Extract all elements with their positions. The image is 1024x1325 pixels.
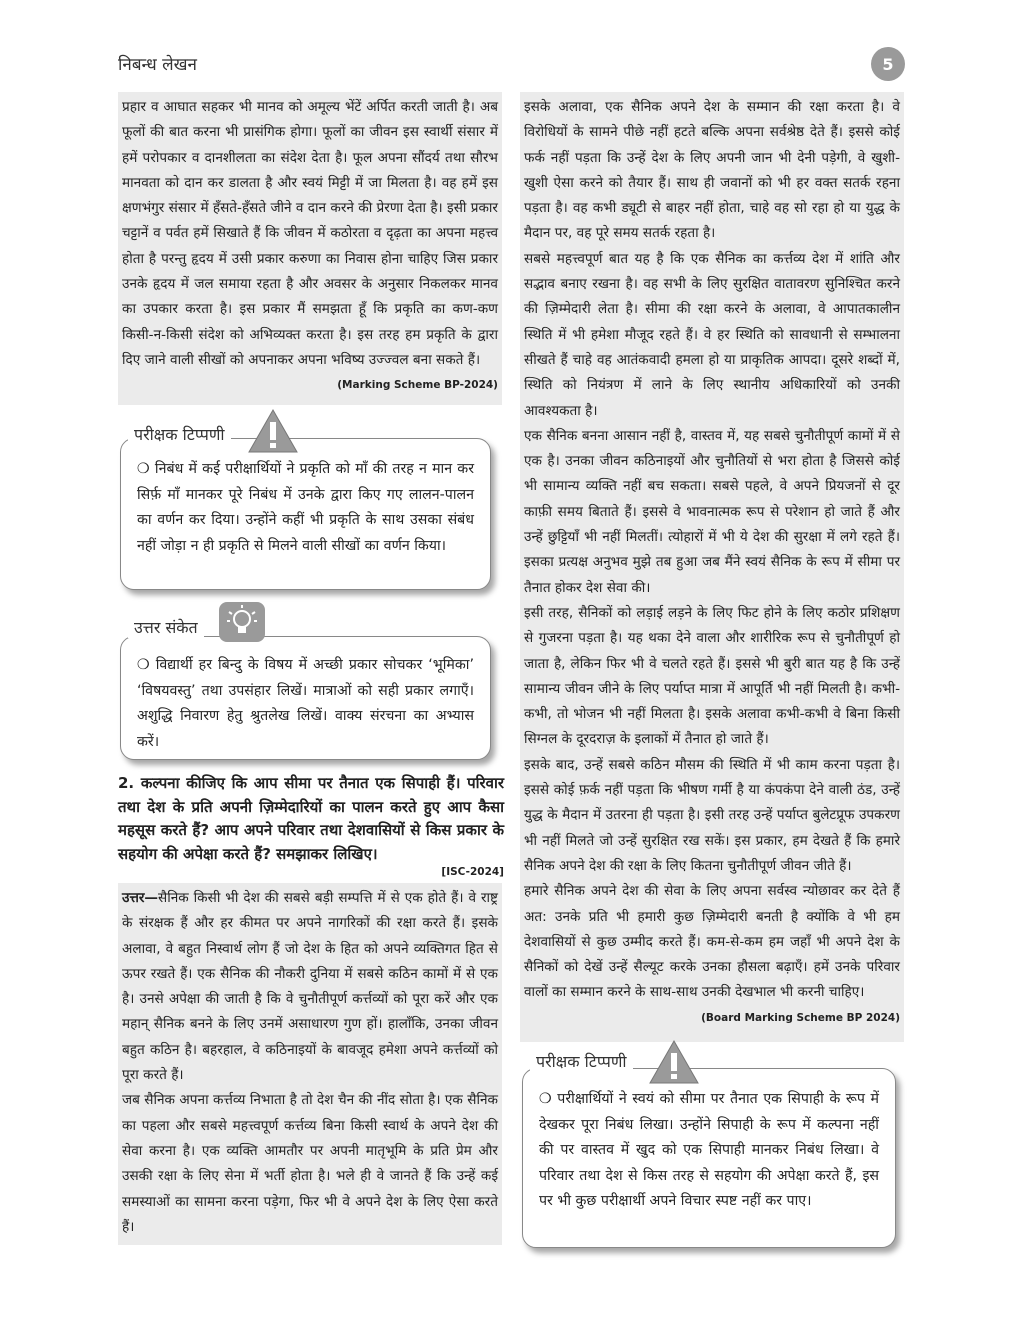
shaded-answer: [118, 883, 502, 1245]
question-text: 2. कल्पना कीजिए कि आप सीमा पर तैनात एक सिपाही हैं। परिवार तथा देश के प्रति अपनी ज़िम्मेदारियों का पालन करते हुए आप कैसा महसूस करते हैं? आप अपने परिवार तथा देशवासियों से किस प्रकार के सहयोग की अपेक्षा करते हैं? समझाकर लिखिए।: [118, 774, 504, 863]
right-column: [520, 92, 904, 1042]
answer-paragraph-1: सैनिक किसी भी देश की सबसे बड़ी सम्पत्ति में से एक होते हैं। वे राष्ट्र के संरक्षक हैं और हर कीमत पर अपने नागरिकों की रक्षा करते हैं। इसके अलावा, वे बहुत निस्वार्थ लोग हैं जो देश के हित को अपने व्यक्तिगत हित से ऊपर रखते हैं। एक सैनिक की नौकरी दुनिया में सबसे कठिन कामों में से एक है। उनसे अपेक्षा की जाती है कि वे चुनौतीपूर्ण कर्त्तव्यों को पूरा करें और एक महान् सैनिक बनने के लिए उनमें असाधारण गुण हों। हालाँकि, उनका जीवन बहुत कठिन है। बहरहाल, वे कठिनाइयों के बावजूद हमेशा अपने कर्त्तव्यों को पूरा करते हैं।: [122, 890, 498, 1084]
answer-block: [118, 883, 502, 1245]
examiner-comment-text-right: ❍ परीक्षार्थियों ने स्वयं को सीमा पर तैनात एक सिपाही के रूप में देखकर पूरा निबंध लिखा। उन्होंने सिपाही के रूप में कल्पना नहीं की पर वास्तव में खुद को एक सिपाही मानकर निबंध लिखा। वे परिवार तथा देश से किस तरह से सहयोग की अपेक्षा करते हैं, इस पर भी कुछ परीक्षार्थी अपने विचार स्पष्ट नहीं कर पाए।: [539, 1091, 879, 1209]
right-paragraph-2: सबसे महत्त्वपूर्ण बात यह है कि एक सैनिक का कर्त्तव्य देश में शांति और सद्भाव बनाए रखना है। वह सभी के लिए सुरक्षित वातावरण सुनिश्चित करने की ज़िम्मेदारी लेता है। सीमा की रक्षा करने के अलावा, वे आपातकालीन स्थिति में भी हमेशा मौजूद रहते हैं। वे हर स्थिति को सावधानी से सम्भालना सीखते हैं चाहे वह आतंकवादी हमला हो या प्राकृतिक आपदा। दूसरे शब्दों में, स्थिति को नियंत्रण में लाने के लिए स्थानीय अधिकारियों को उनकी आवश्यकता है।: [524, 250, 900, 419]
examiner-comment-title: परीक्षक टिप्पणी: [128, 423, 231, 445]
answer-label: उत्तर—: [122, 890, 158, 906]
paragraph-text: प्रहार व आघात सहकर भी मानव को अमूल्य भेंटें अर्पित करती जाती है। अब फूलों की बात करना भी प्रासंगिक होगा। फूलों का जीवन इस स्वार्थी संसार में हमें परोपकार व दानशीलता का संदेश देता है। फूल अपना सौंदर्य तथा सौरभ मानवता को दान कर डालता है और स्वयं मिट्टी में जा मिलता है। वह हमें इस क्षणभंगुर संसार में हँसते-हँसते जीने व दान करने की प्रेरणा देता है। इसी प्रकार चट्टानें व पर्वत हमें सिखाते हैं कि जीवन में कठोरता व दृढ़ता का अपना महत्त्व होता है परन्तु हृदय में उसी प्रकार करुणा का निवास होना चाहिए जिस प्रकार उनके हृदय में जल समाया रहता है और अवसर के अनुसार निकलकर मानव का उपकार करता है। इस प्रकार मैं समझता हूँ कि प्रकृति का कण-कण किसी-न-किसी संदेश को अभिव्यक्त करता है। इस तरह हम प्रकृति के द्वारा दिए जाने वाली सीखों को अपनाकर अपना भविष्य उज्ज्वल बना सकते हैं।: [122, 99, 498, 368]
board-marking-scheme-ref: (Board Marking Scheme BP 2024): [701, 1011, 900, 1024]
examiner-comment-box: [120, 438, 491, 590]
warning-icon: [247, 408, 299, 454]
running-header: निबन्ध लेखन: [118, 55, 197, 75]
answer-hint-box: [120, 636, 491, 760]
examiner-comment-text: ❍ निबंध में कई परीक्षार्थियों ने प्रकृति को माँ की तरह न मान कर सिर्फ़ माँ मानकर पूरे निबंध में उनके द्वारा किए गए लालन-पालन का वर्णन कर दिया। उन्होंने कहीं भी प्रकृति के साथ उसका संबंध नहीं जोड़ा न ही प्रकृति से मिलने वाली सीखों का वर्णन किया।: [137, 461, 474, 554]
answer-paragraph-2: जब सैनिक अपना कर्त्तव्य निभाता है तो देश चैन की नींद सोता है। एक सैनिक का पहला और सबसे महत्त्वपूर्ण कर्त्तव्य बिना किसी स्वार्थ के अपने देश की सेवा करना है। एक व्यक्ति आमतौर पर अपनी मातृभूमि के प्रति प्रेम और उसकी रक्षा के लिए सेना में भर्ती होता है। भले ही वे जानते हैं कि उन्हें कई समस्याओं का सामना करना पड़ेगा, फिर भी वे अपने देश के लिए ऐसा करते हैं।: [122, 1092, 498, 1235]
question-ref: [ISC-2024]: [441, 866, 504, 878]
answer-hint-title: उत्तर संकेत: [128, 616, 204, 638]
marking-scheme-ref: (Marking Scheme BP-2024): [337, 379, 498, 392]
warning-icon: [648, 1039, 700, 1085]
examiner-comment-title-right: परीक्षक टिप्पणी: [530, 1050, 633, 1072]
examiner-comment-box-right: [522, 1068, 896, 1248]
question-block: [118, 772, 504, 878]
answer-hint-text: ❍ विद्यार्थी हर बिन्दु के विषय में अच्छी प्रकार सोचकर ‘भूमिका’ ‘विषयवस्तु’ तथा उपसंहार लिखें। मात्राओं को सही प्रकार लगाएँ। अशुद्धि निवारण हेतु श्रुतलेख लिखें। वाक्य संरचना का अभ्यास करें।: [137, 657, 474, 750]
lightbulb-icon: [219, 602, 265, 642]
left-column: [118, 92, 502, 405]
right-paragraph-1: इसके अलावा, एक सैनिक अपने देश के सम्मान की रक्षा करता है। वे विरोधियों के सामने पीछे नहीं हटते बल्कि अपना सर्वश्रेष्ठ देते हैं। इससे कोई फर्क नहीं पड़ता कि उन्हें देश के लिए अपनी जान भी देनी पड़ेगी, वे खुशी-खुशी ऐसा करने को तैयार हैं। साथ ही जवानों को भी हर वक्त सतर्क रहना पड़ता है। वह कभी ड्यूटी से बाहर नहीं होता, चाहे वह सो रहा हो या युद्ध के मैदान पर, वह पूरे समय सतर्क रहता है।: [524, 99, 900, 242]
right-paragraph-3: एक सैनिक बनना आसान नहीं है, वास्तव में, यह सबसे चुनौतीपूर्ण कामों में से एक है। उनका जीवन कठिनाइयों और चुनौतियों से भरा होता है जिससे कोई भी सामान्य व्यक्ति नहीं बच सकता। सबसे पहले, वे अपने प्रियजनों से दूर काफ़ी समय बिताते हैं। इससे वे भावनात्मक रूप से परेशान हो जाते हैं और उन्हें छुट्टियाँ भी नहीं मिलतीं। त्योहारों में भी ये देश की सुरक्षा में लगे रहते हैं। इसका प्रत्यक्ष अनुभव मुझे तब हुआ जब मैंने स्वयं सैनिक के रूप में सीमा पर तैनात होकर देश सेवा की।: [524, 427, 900, 596]
right-paragraph-5: इसके बाद, उन्हें सबसे कठिन मौसम की स्थिति में भी काम करना पड़ता है। इससे कोई फ़र्क नहीं पड़ता कि भीषण गर्मी है या कंपकंपा देने वाली ठंड, उन्हें युद्ध के मैदान में उतरना ही पड़ता है। इसी तरह उन्हें पर्याप्त बुलेटप्रूफ उपकरण भी नहीं मिलते जो उन्हें सुरक्षित रख सकें। इस प्रकार, हम देखते हैं कि हमारे सैनिक अपने देश की रक्षा के लिए कितना चुनौतीपूर्ण जीवन जीते हैं।: [524, 756, 900, 874]
page-number-badge: 5: [871, 47, 905, 81]
shaded-paragraph-right: [520, 92, 904, 1042]
right-paragraph-6: हमारे सैनिक अपने देश की सेवा के लिए अपना सर्वस्व न्योछावर कर देते हैं अत: उनके प्रति भी हमारी कुछ ज़िम्मेदारी बनती है क्योंकि वे भी हम देशवासियों से कुछ उम्मीद करते हैं। कम-से-कम हम जहाँ भी अपने देश के सैनिकों को देखें उन्हें सैल्यूट करके उनका हौसला बढ़ाएँ। हमें उनके परिवार वालों का सम्मान करने के साथ-साथ उनकी देखभाल भी करनी चाहिए।: [524, 883, 900, 1001]
right-paragraph-4: इसी तरह, सैनिकों को लड़ाई लड़ने के लिए फिट होने के लिए कठोर प्रशिक्षण से गुजरना पड़ता है। यह थका देने वाला और शारीरिक रूप से चुनौतीपूर्ण हो जाता है, लेकिन फिर भी वे चलते रहते हैं। इससे भी बुरी बात यह है कि उन्हें सामान्य जीवन जीने के लिए पर्याप्त मात्रा में आपूर्ति भी नहीं मिलती है। कभी-कभी, तो भोजन भी नहीं मिलता है। इसके अलावा कभी-कभी वे बिना किसी सिग्नल के दूरदराज़ के इलाकों में तैनात हो जाते हैं।: [524, 604, 900, 748]
shaded-paragraph: [118, 92, 502, 405]
